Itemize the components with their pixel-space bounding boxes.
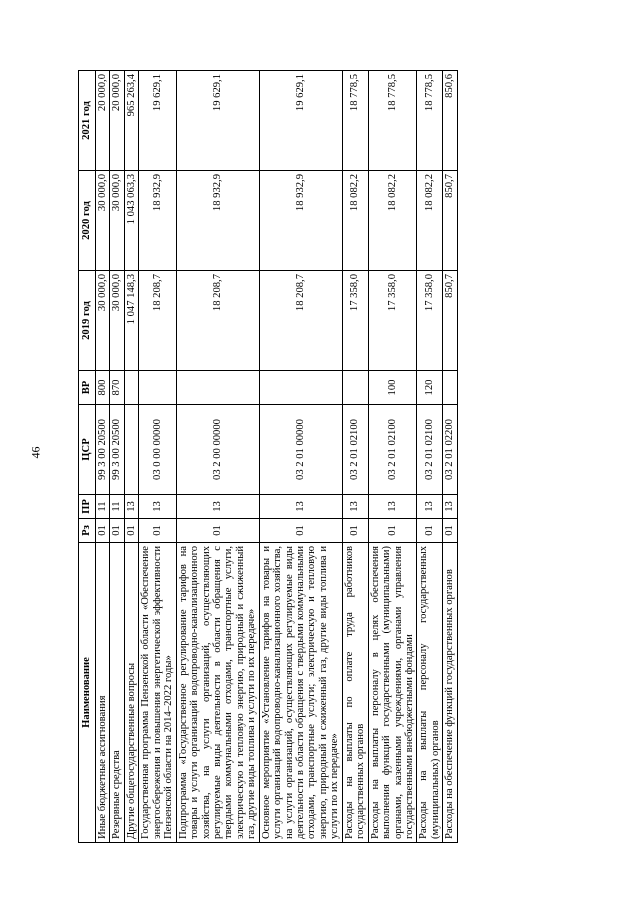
table-row: [259, 71, 342, 843]
row-rz: 01: [417, 519, 443, 543]
row-2020: 850,7: [443, 171, 457, 271]
header-csr: ЦСР: [79, 405, 96, 495]
budget-table: [78, 70, 458, 843]
row-csr: 03 2 01 02100: [417, 405, 443, 495]
row-vr: [443, 371, 457, 405]
row-csr: 03 2 00 00000: [176, 405, 259, 495]
row-vr: 870: [110, 371, 124, 405]
header-vr: ВР: [79, 371, 96, 405]
row-2019: 850,7: [443, 271, 457, 371]
row-csr: 03 2 01 02200: [443, 405, 457, 495]
header-2019: 2019 год: [79, 271, 96, 371]
row-name: Иные бюджетные ассигнования: [96, 543, 110, 843]
table-row: [368, 71, 417, 843]
row-2021: 18 778,5: [342, 71, 368, 171]
row-2021: 19 629,1: [139, 71, 176, 171]
row-name: Резервные средства: [110, 543, 124, 843]
row-csr: 03 2 01 02100: [342, 405, 368, 495]
row-name: Другие общегосударственные вопросы: [124, 543, 138, 843]
row-2019: 30 000,0: [110, 271, 124, 371]
row-rz: 01: [342, 519, 368, 543]
row-rz: 01: [176, 519, 259, 543]
row-pr: 13: [176, 495, 259, 519]
row-name: Подпрограмма «Государственное регулирование тарифов на товары и услуги организаций водопроводно-канализационного хозяйства, на услуги организаций, осуществляющих регулируемые виды деятельности в области обращения с твердыми коммунальными отходами, транспортные услуги, электрическую и тепловую энергию, природный и сжиженный газ, другие виды топлива и услуги по их передаче»: [176, 543, 259, 843]
row-csr: 99 3 00 20500: [96, 405, 110, 495]
table-row: [176, 71, 259, 843]
row-2021: 19 629,1: [176, 71, 259, 171]
row-csr: 03 0 00 00000: [139, 405, 176, 495]
table-row: [124, 71, 138, 843]
row-vr: 120: [417, 371, 443, 405]
row-2021: 850,6: [443, 71, 457, 171]
row-2020: 30 000,0: [110, 171, 124, 271]
row-2021: 19 629,1: [259, 71, 342, 171]
row-2021: 18 778,5: [417, 71, 443, 171]
row-name: Расходы на выплаты по оплате труда работников государственных органов: [342, 543, 368, 843]
row-2021: 18 778,5: [368, 71, 417, 171]
row-2020: 18 082,2: [342, 171, 368, 271]
row-2019: 17 358,0: [417, 271, 443, 371]
table-row: [417, 71, 443, 843]
row-name: Государственная программа Пензенской области «Обеспечение энергосбережения и повышения энергетической эффективности Пензенской области на 2014–2022 годы»: [139, 543, 176, 843]
row-2020: 18 082,2: [417, 171, 443, 271]
row-pr: 13: [139, 495, 176, 519]
table-row: [443, 71, 457, 843]
row-2020: 18 932,9: [139, 171, 176, 271]
row-vr: [342, 371, 368, 405]
table-row: [139, 71, 176, 843]
row-rz: 01: [110, 519, 124, 543]
row-vr: [139, 371, 176, 405]
row-csr: [124, 405, 138, 495]
row-pr: 13: [124, 495, 138, 519]
row-name: Основное мероприятие «Установление тарифов на товары и услуги организаций водопроводно-канализационного хозяйства, на услуги организаций, осуществляющих регулируемые виды деятельности в области обращения с твердыми коммунальными отходами, транспортные услуги; электрическую и тепловую энергию, природный и сжиженный газ, другие виды топлива и услуги по их передаче»: [259, 543, 342, 843]
row-rz: 01: [259, 519, 342, 543]
row-rz: 01: [124, 519, 138, 543]
header-2020: 2020 год: [79, 171, 96, 271]
page-number: 46: [28, 446, 43, 459]
row-2021: 20 000,0: [110, 71, 124, 171]
row-csr: 03 2 01 02100: [368, 405, 417, 495]
row-csr: 99 3 00 20500: [110, 405, 124, 495]
row-pr: 13: [342, 495, 368, 519]
row-2019: 18 208,7: [176, 271, 259, 371]
row-vr: [176, 371, 259, 405]
row-rz: 01: [139, 519, 176, 543]
row-2020: 18 932,9: [176, 171, 259, 271]
row-vr: [124, 371, 138, 405]
row-name: Расходы на обеспечение функций государственных органов: [443, 543, 457, 843]
row-2019: 18 208,7: [259, 271, 342, 371]
row-2020: 30 000,0: [96, 171, 110, 271]
row-pr: 13: [368, 495, 417, 519]
row-vr: [259, 371, 342, 405]
row-pr: 11: [96, 495, 110, 519]
row-2019: 30 000,0: [96, 271, 110, 371]
row-2021: 20 000,0: [96, 71, 110, 171]
row-pr: 13: [443, 495, 457, 519]
header-2021: 2021 год: [79, 71, 96, 171]
row-name: Расходы на выплаты персоналу в целях обеспечения выполнения функций государственными (муниципальными) органами, казенными учреждениями, органами управления государственными внебюджетными фондами: [368, 543, 417, 843]
table-row: [110, 71, 124, 843]
row-pr: 13: [259, 495, 342, 519]
row-vr: 800: [96, 371, 110, 405]
row-pr: 11: [110, 495, 124, 519]
row-2020: 18 082,2: [368, 171, 417, 271]
row-2019: 17 358,0: [342, 271, 368, 371]
table-row: [96, 71, 110, 843]
row-2020: 1 043 063,3: [124, 171, 138, 271]
row-vr: 100: [368, 371, 417, 405]
rotated-page-content: [78, 71, 586, 843]
header-name: Наименование: [79, 543, 96, 843]
row-csr: 03 2 01 00000: [259, 405, 342, 495]
row-2019: 1 047 148,3: [124, 271, 138, 371]
header-row: [79, 71, 96, 843]
row-rz: 01: [368, 519, 417, 543]
row-pr: 13: [417, 495, 443, 519]
row-name: Расходы на выплаты персоналу государственных (муниципальных) органов: [417, 543, 443, 843]
row-2021: 965 263,4: [124, 71, 138, 171]
header-pr: ПР: [79, 495, 96, 519]
header-rz: Рз: [79, 519, 96, 543]
row-2020: 18 932,9: [259, 171, 342, 271]
row-2019: 17 358,0: [368, 271, 417, 371]
row-rz: 01: [96, 519, 110, 543]
row-2019: 18 208,7: [139, 271, 176, 371]
table-row: [342, 71, 368, 843]
row-rz: 01: [443, 519, 457, 543]
